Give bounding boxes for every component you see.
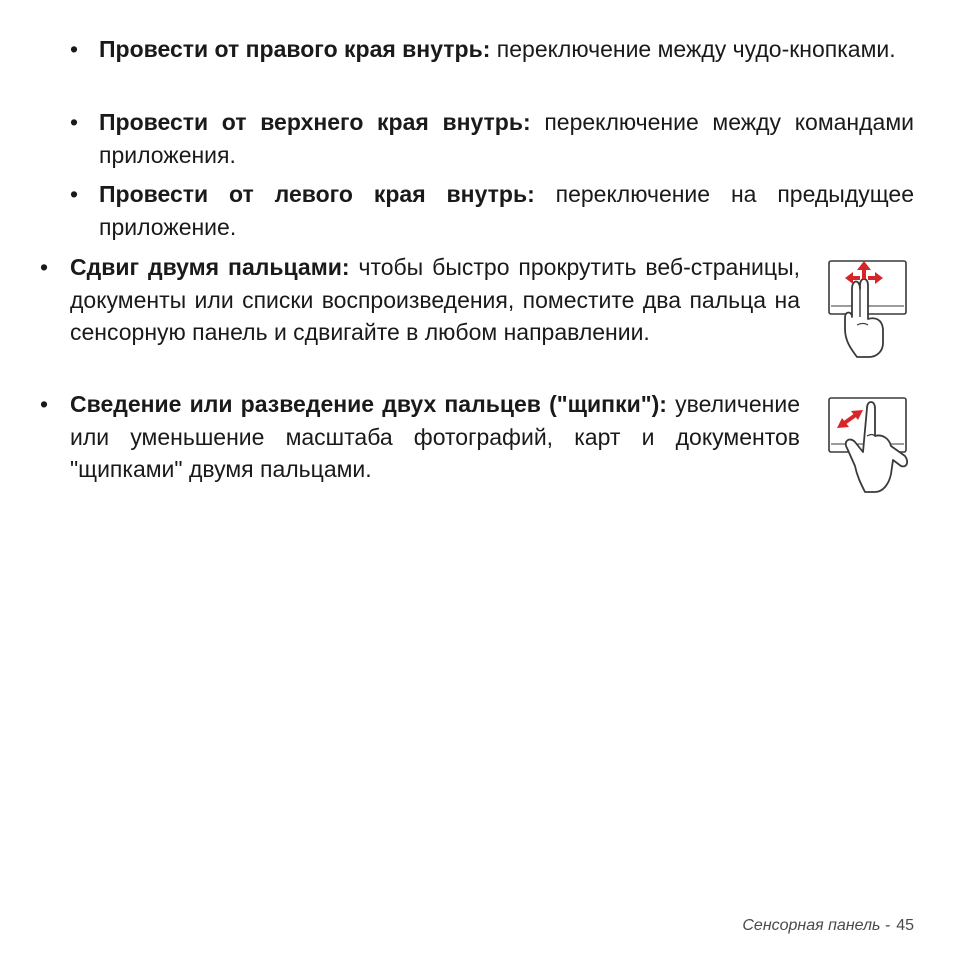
bullet-marker: • [40,391,49,417]
footer-section-title: Сенсорная панель - [742,917,891,934]
bullet-marker: • [70,109,79,135]
item-term: Сведение или разведение двух пальцев ("щипки"): [70,391,667,417]
pinch-zoom-gesture-icon [827,396,909,496]
item-description: переключение между командами приложения. [99,109,914,168]
list-item-top-edge-swipe [99,106,914,171]
list-item-right-edge-swipe [99,33,914,66]
item-term: Провести от правого края внутрь: [99,36,491,62]
item-term: Сдвиг двумя пальцами: [70,254,350,280]
item-description: увеличение или уменьшение масштаба фотографий, карт и документов "щипками" двумя пальцами. [70,391,800,482]
item-description: чтобы быстро прокрутить веб-страницы, документы или списки воспроизведения, поместите два пальца на сенсорную панель и сдвигайте в любом направлении. [70,254,800,345]
bullet-marker: • [70,36,79,62]
two-finger-scroll-gesture-icon [827,259,909,359]
item-description: переключение на предыдущее приложение. [99,181,914,240]
page-footer [742,917,914,935]
bullet-marker: • [40,254,49,280]
list-item-two-finger-scroll [70,251,800,349]
page-number: 45 [896,917,914,934]
list-item-pinch-zoom [70,388,800,486]
item-term: Провести от верхнего края внутрь: [99,109,531,135]
item-term: Провести от левого края внутрь: [99,181,535,207]
list-item-left-edge-swipe [99,178,914,243]
item-description: переключение между чудо-кнопками. [490,36,896,62]
bullet-marker: • [70,181,79,207]
